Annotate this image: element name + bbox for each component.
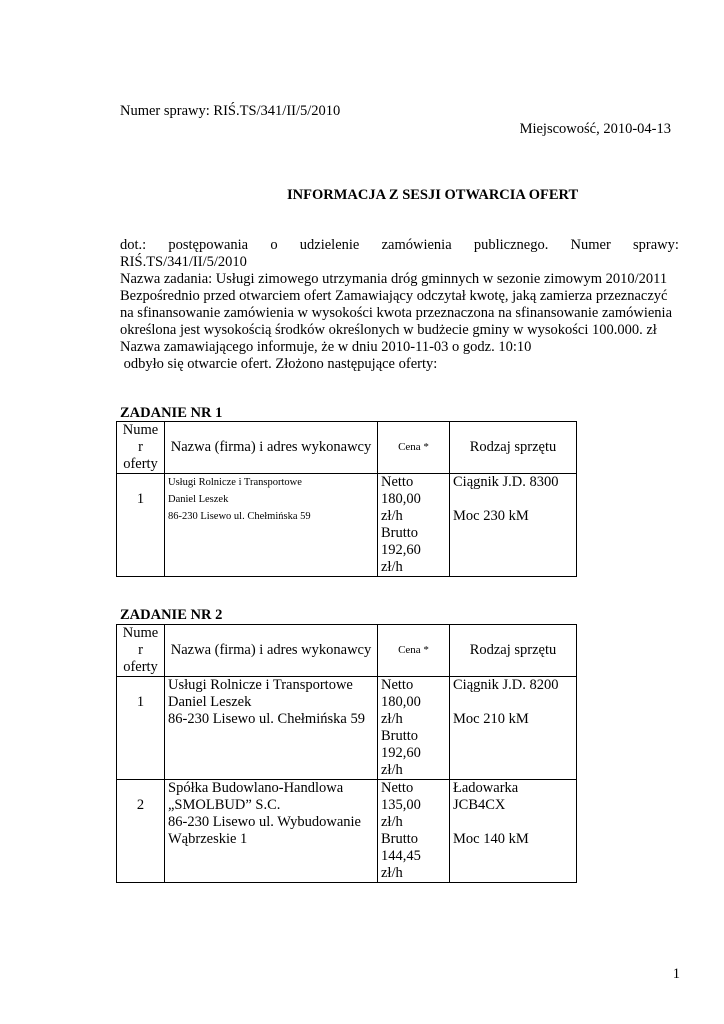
intro-line-1 bbox=[120, 237, 679, 254]
offer-number: 2 bbox=[117, 780, 165, 883]
intro-word: postępowania bbox=[168, 237, 249, 253]
equipment-header: Rodzaj sprzętu bbox=[450, 625, 577, 677]
intro-word: dot.: bbox=[120, 237, 147, 253]
task1-title: ZADANIE NR 1 bbox=[120, 405, 223, 421]
page-number: 1 bbox=[672, 966, 680, 982]
place-date: Miejscowość, 2010-04-13 bbox=[519, 121, 671, 137]
offer-price: Netto 180,00 zł/h Brutto 192,60 zł/h bbox=[378, 677, 450, 780]
intro-line-3: Nazwa zadania: Usługi zimowego utrzymania dróg gminnych w sezonie zimowym 2010/2011 bbox=[120, 271, 668, 287]
offer-name: Usługi Rolnicze i Transportowe Daniel Leszek 86-230 Lisewo ul. Chełmińska 59 bbox=[165, 677, 378, 780]
intro-line-2: RIŚ.TS/341/II/5/2010 bbox=[120, 254, 247, 270]
offer-equipment: Ciągnik J.D. 8300 Moc 230 kM bbox=[450, 474, 577, 577]
intro-line-7: Nazwa zamawiającego informuje, że w dniu 2010-11-03 o godz. 10:10 bbox=[120, 339, 532, 355]
task2-title: ZADANIE NR 2 bbox=[120, 607, 223, 623]
case-number: Numer sprawy: RIŚ.TS/341/II/5/2010 bbox=[120, 103, 341, 119]
num-header: Nume r oferty bbox=[117, 422, 165, 474]
task1-table bbox=[116, 421, 577, 577]
num-header: Nume r oferty bbox=[117, 625, 165, 677]
offer-name: Usługi Rolnicze i Transportowe Daniel Leszek 86-230 Lisewo ul. Chełmińska 59 bbox=[165, 474, 378, 577]
intro-word: udzielenie bbox=[299, 237, 360, 253]
intro-word: o bbox=[270, 237, 278, 253]
offer-equipment: Ładowarka JCB4CX Moc 140 kM bbox=[450, 780, 577, 883]
offer-price: Netto 135,00 zł/h Brutto 144,45 zł/h bbox=[378, 780, 450, 883]
offer-number: 1 bbox=[117, 474, 165, 577]
price-header: Cena * bbox=[378, 625, 450, 677]
name-header: Nazwa (firma) i adres wykonawcy bbox=[165, 625, 378, 677]
intro-line-6: określona jest wysokością środków określonych w budżecie gminy w wysokości 100.000. zł bbox=[120, 322, 657, 338]
intro-word: Numer bbox=[570, 237, 611, 253]
task2-table bbox=[116, 624, 577, 883]
offer-price: Netto 180,00 zł/h Brutto 192,60 zł/h bbox=[378, 474, 450, 577]
intro-word: sprawy: bbox=[633, 237, 679, 253]
offer-name: Spółka Budowlano-Handlowa „SMOLBUD” S.C. 86-230 Lisewo ul. Wybudowanie Wąbrzeskie 1 bbox=[165, 780, 378, 883]
intro-line-8: odbyło się otwarcie ofert. Złożono następujące oferty: bbox=[120, 356, 438, 372]
table-row bbox=[117, 474, 577, 577]
table-row bbox=[117, 677, 577, 780]
page-title: INFORMACJA Z SESJI OTWARCIA OFERT bbox=[287, 187, 579, 203]
intro-line-4: Bezpośrednio przed otwarciem ofert Zamawiający odczytał kwotę, jaką zamierza przeznaczyć bbox=[120, 288, 668, 304]
intro-word: zamówienia bbox=[381, 237, 452, 253]
table-header-row bbox=[117, 422, 577, 474]
table-row bbox=[117, 780, 577, 883]
equipment-header: Rodzaj sprzętu bbox=[450, 422, 577, 474]
price-header: Cena * bbox=[378, 422, 450, 474]
name-header: Nazwa (firma) i adres wykonawcy bbox=[165, 422, 378, 474]
offer-number: 1 bbox=[117, 677, 165, 780]
table-header-row bbox=[117, 625, 577, 677]
intro-word: publicznego. bbox=[473, 237, 549, 253]
offer-equipment: Ciągnik J.D. 8200 Moc 210 kM bbox=[450, 677, 577, 780]
intro-line-5: na sfinansowanie zamówienia w wysokości kwota przeznaczona na sfinansowanie zamówienia bbox=[120, 305, 673, 321]
